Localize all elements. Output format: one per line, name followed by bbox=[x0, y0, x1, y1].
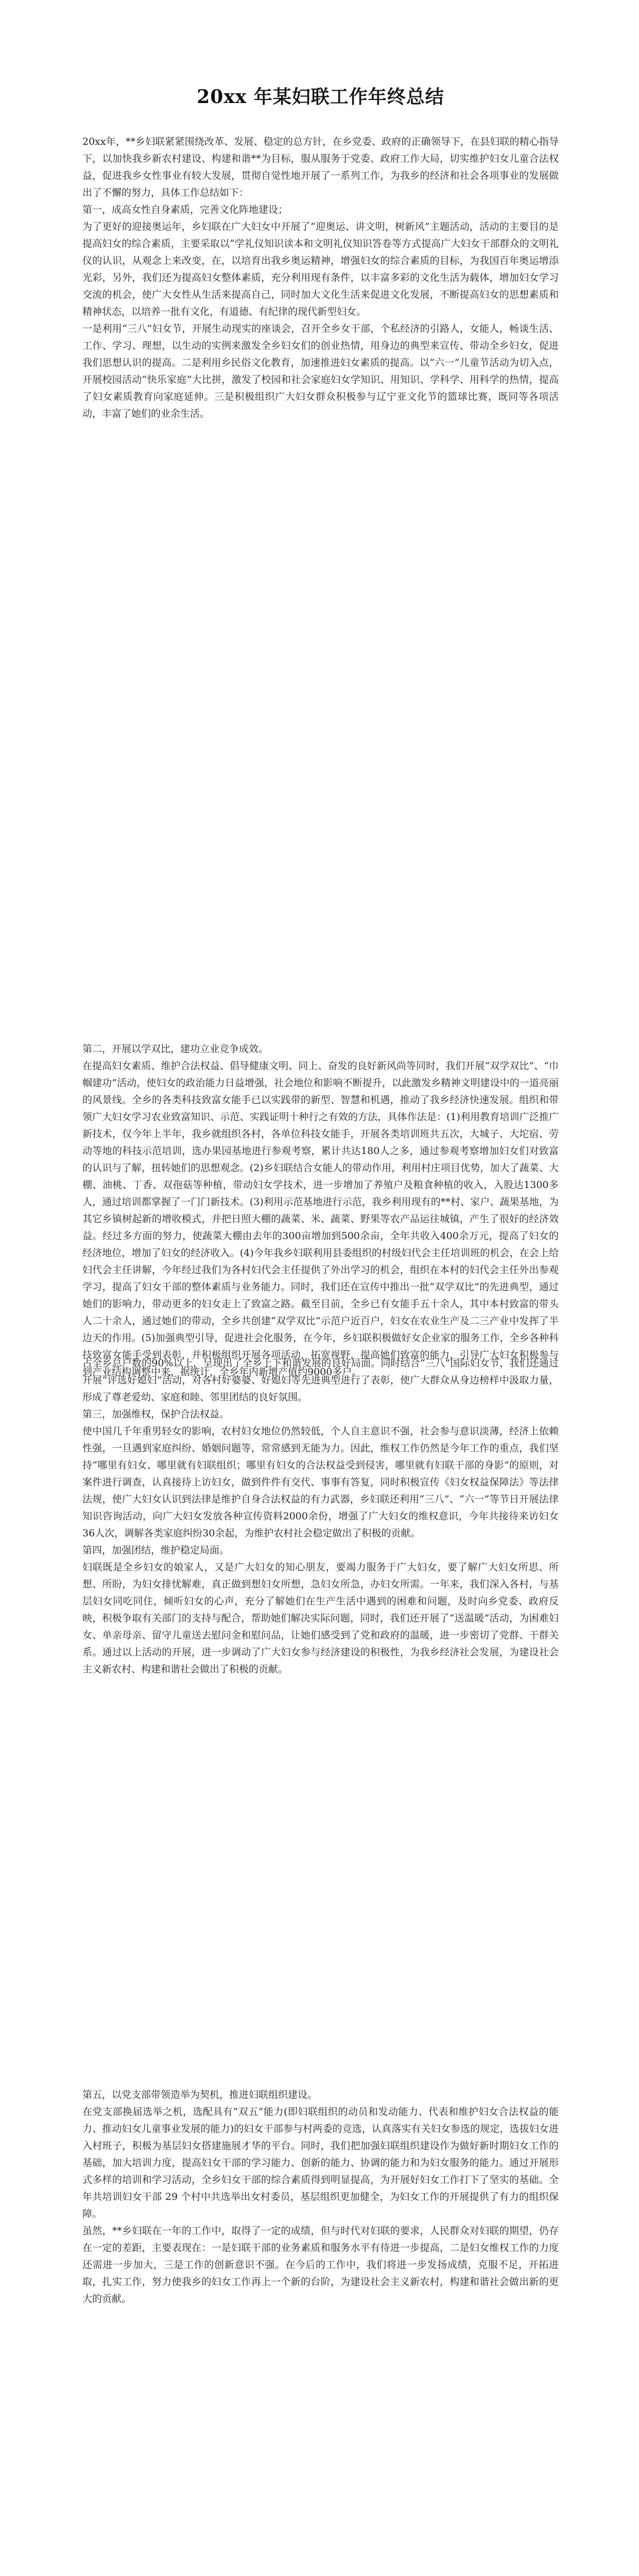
paragraph: 占全乡总户数的90%以上，呈现出了全乡上下和谐发展的良好局面。同时结合“三八”国际妇女节，我们还通过开展“评选好媳妇”活动，对各村好婆婆、好媳妇等先进典型进行了表彰，使广大群众从身边榜样中汲取力量，形成了尊老爱幼、家庭和睦、邻里团结的良好氛围。 bbox=[82, 1358, 559, 1403]
heading-four: 第四，加强团结，维护稳定局面。 bbox=[82, 1545, 230, 1556]
paragraph: 为了更好的迎接奥运年，乡妇联在广大妇女中开展了“迎奥运、讲文明，树新风”主题活动，活动的主要目的是提高妇女的综合素质，主要采取以“学礼仪知识读本和文明礼仪知识答卷等方式提高广大妇女干部群众的文明礼仪的认识，从观念上来改变，在，以培育出我乡奥运精神，增强妇女的综合素质的目标，为我国百年奥运增添光彩，另外，我们还为提高妇女整体素质，充分利用现有条件，以丰富多彩的文化生活为载体，增加妇女学习交流的机会，使广大女性从生活来提高自己，同时加大文化生活来促进文化发展，不断提高妇女的思想素质和精神状态，以培养一批有文化，有道德、有纪律的现代新型妇女。 bbox=[82, 221, 559, 317]
heading-five: 第五，以党支部带领造举为契机，推进妇联组织建设。 bbox=[82, 2089, 318, 2100]
document-title: 20xx 年某妇联工作年终总结 bbox=[197, 86, 444, 108]
intro-paragraph: 20xx年，**乡妇联紧紧围绕改革、发展、稳定的总方针，在乡党委、政府的正确领导下，在县妇联的精心指导下，以加快我乡新农村建设、构建和谐**为目标，服从服务于党委、政府工作大局，切实维护妇女儿童合法权益，促进我乡女性事业有较大发展，贯彻自觉性地开展了一系列工作，为我乡的经济和社会各项事业的发展做出了不懈的努力，具体工作总结如下： bbox=[82, 136, 559, 198]
section-two bbox=[82, 1041, 559, 1381]
paragraph: 在党支部换届选举之机，选配具有“双五”能力(即妇联组织的动员和发动能力、代表和维护妇女合法权益的能力、推动妇女儿童事业发展的能力)的妇女干部参与村两委的竞选，认真落实有关妇女参选的规定，选拔妇女进入村班子，积极为基层妇女搭建施展才华的平台。同时，我们把加强妇联组织建设作为做好新时期妇女工作的基础，加大培训力度，提高妇女干部的学习能力、创新的能力、协调的能力和为妇女服务的能力。通过开展形式多样的培训和学习活动，全乡妇女干部的综合素质得到明显提高，为开展好妇女工作打下了坚实的基础。全年共培训妇女干部 29 个村中共选举出女村委员，基层组织更加健全，为妇女工作的开展提供了有力的组织保障。 bbox=[82, 2106, 559, 2219]
section-four bbox=[82, 2087, 559, 2308]
heading-two: 第二，开展以学双比，建功立业竞争成效。 bbox=[82, 1043, 269, 1055]
heading-three: 第三，加强维权，保护合法权益。 bbox=[82, 1409, 230, 1420]
heading-one: 第一，成高女性自身素质，完善文化阵地建设； bbox=[82, 204, 288, 215]
paragraph: 在提高妇女素质、维护合法权益、倡导健康文明、同上、奋发的良好新风尚等同时，我们开展“双学双比”、“巾帼建功”活动，使妇女的政治能力日益增强，社会地位和影响不断提升，以此激发乡精神文明建设中的一道亮丽的风景线。全乡的各类科技致富女能手已以实践带的新型、智慧和机遇，推动了我乡经济快速发展。组织和带领广大妇女学习农业致富知识、示范、实践证明十种行之有效的方法，具体作法是：(1)利用教育培训广泛推广新技术，仅今年上半年，我乡就组织各村，各单位科技女能手，开展各类培训班共五次，大城子、大坨宿、劳动等地的科技示范培训，选办果园基地进行参观考察，累计共达180人之多，通过参观考察增加妇女们对致富的认识与了解，扭转她们的思想观念。(2)乡妇联结合女能人的带动作用，利用村庄项目优势，加大了蔬菜、大棚、油桃、丁香、双孢菇等种植，带动妇女学技术，进一步增加了养殖户及粮食种植的收入，入股达1300多人，通过培训都掌握了一门门新技术。(3)利用示范基地进行示范，我乡利用现有的**村、家户、蔬果基地，为其它乡镇树起新的增收模式，并把日照大棚的蔬菜、米、蔬菜、野果等农产品运往城镇，产生了很好的经济效益。经过多方面的努力，使蔬菜大棚由去年的300亩增加到500余亩，全年共收入400余万元，提高了妇女的经济地位，增加了妇女的经济收入。(4)今年我乡妇联利用县委组织的村级妇代会主任培训班的机会，在会上给妇代会主任讲解，今年经过我们为各村妇代会主任提供了外出学习的机会，组织在本村的妇代会主任外出参观学习，提高了妇女干部的整体素质与业务能力。同时，我们还在宣传中推出一批“双学双比”的先进典型，通过她们的影响力，带动更多的妇女走上了致富之路。截至目前，全乡已有女能手五十余人，其中本村致富的带头人二十余人，通过她们的带动，全乡共创建“双学双比”示范户近百户，妇女在农业生产及二三产业中发挥了半边天的作用。(5)加强典型引导，促进社会化服务，在今年，乡妇联积极做好女企业家的服务工作，全乡各种科技致富女能手受到表彰，并积极组织开展各项活动，拓宽视野，提高她们致富的能力，引导广大妇女积极参与到产业结构调整中来，据统计，全乡年内新增产值约9000多户。 bbox=[82, 1060, 559, 1378]
section-one bbox=[82, 82, 559, 422]
conclusion-paragraph: 虽然，**乡妇联在一年的工作中，取得了一定的成绩，但与时代对妇联的要求，人民群众对妇联的期望，仍存在一定的差距，主要表现在：一是妇联干部的业务素质和服务水平有待进一步提高，二是妇女维权工作的力度还需进一步加大，三是工作的创新意识不强。在今后的工作中，我们将进一步发扬成绩，克服不足，开拓进取，扎实工作，努力使我乡的妇女工作再上一个新的台阶，为建设社会主义新农村，构建和谐社会做出新的更大的贡献。 bbox=[82, 2225, 559, 2304]
paragraph: 一是利用“三八”妇女节，开展生动现实的座谈会，召开全乡女干部，个私经济的引路人，女能人，畅谈生活、工作、学习、理想，以生动的实例来激发全乡妇女们的创业热情，用身边的典型来宣传、带动全乡妇女，促进我们思想认识的提高。二是利用乡民俗文化教育，加速推进妇女素质的提高。以“六一”儿童节活动为切入点，开展校园活动“快乐家庭”大比拼，激发了校园和社会家庭妇女学知识、用知识、学科学、用科学的热情，提高了妇女素质教育向家庭延伸。三是积极组织广大妇女群众积极参与辽宁亚文化节的篮球比赛，既同等各项活动，丰富了她们的业余生活。 bbox=[82, 323, 559, 419]
paragraph: 使中国几千年重男轻女的影响，农村妇女地位仍然较低，个人自主意识不强，社会参与意识淡薄，经济上依赖性强，一旦遇到家庭纠纷、婚姻问题等，常常感到无能为力。因此，维权工作仍然是今年工作的重点，我们坚持“哪里有妇女、哪里就有妇联组织；哪里有妇女的合法权益受到侵害，哪里就有妇联干部的身影”的原则，对案件进行调查，认真接待上访妇女，做到件件有交代、事事有答复，同时积极宣传《妇女权益保障法》等法律法规，使广大妇女认识到法律是维护自身合法权益的有力武器，乡妇联还利用“三八”、“六一”等节日开展法律知识咨询活动，向广大妇女发放各种宣传资料2000余份，增强了广大妇女的维权意识，今年共接待来访妇女36人次，调解各类家庭纠纷30余起，为维护农村社会稳定做出了积极的贡献。 bbox=[82, 1426, 559, 1539]
paragraph: 妇联既是全乡妇女的娘家人，又是广大妇女的知心朋友，要竭力服务于广大妇女，要了解广大妇女所思、所想、所盼，为妇女排忧解难，真正做到想妇女所想，急妇女所急，办妇女所需。一年来，我们深入各村，与基层妇女同吃同住，倾听妇女的心声，充分了解她们在生产生活中遇到的困难和问题，及时向乡党委、政府反映，积极争取有关部门的支持与配合，帮助她们解决实际问题，同时，我们还开展了“送温暖”活动，为困难妇女、单亲母亲、留守儿童送去慰问金和慰问品，让她们感受到了党和政府的温暖，进一步密切了党群、干群关系。通过以上活动的开展，进一步调动了广大妇女参与经济建设的积极性，为我乡经济社会发展，为建设社会主义新农村、构建和谐社会做出了积极的贡献。 bbox=[82, 1562, 559, 1675]
section-three bbox=[82, 1355, 559, 1678]
